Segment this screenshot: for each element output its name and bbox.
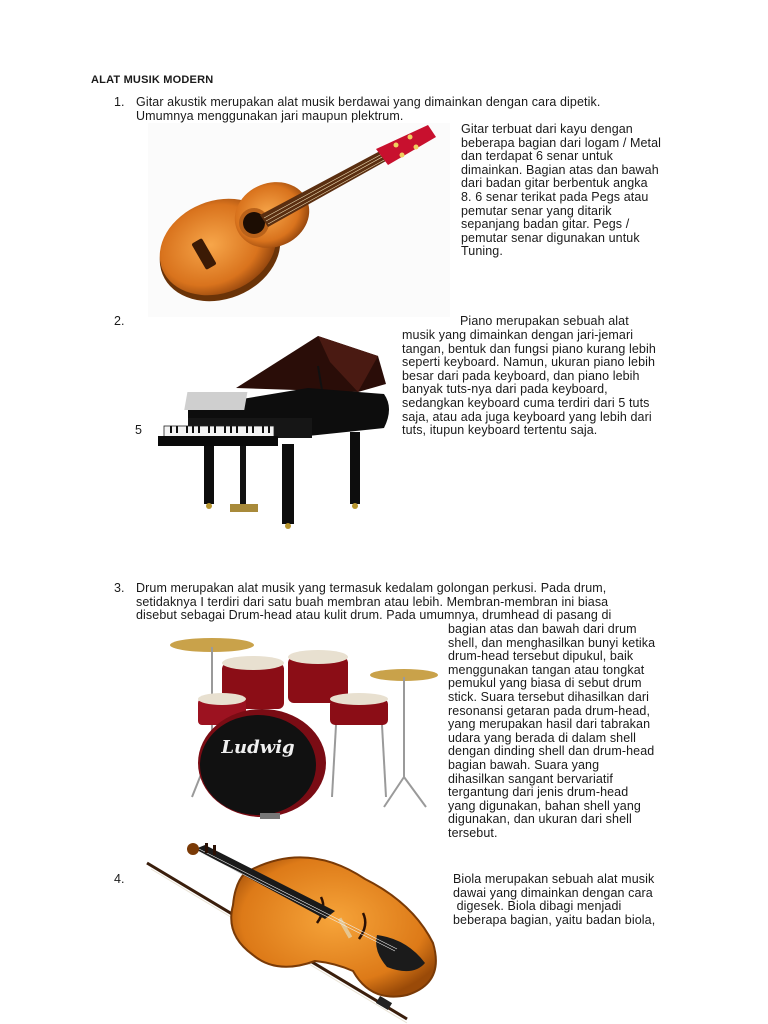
text-line: Gitar akustik merupakan alat musik berdawai yang dimainkan dengan cara dipetik.: [136, 95, 601, 109]
guitar-description: [461, 123, 701, 259]
item-number: 4.: [114, 872, 125, 886]
text-line: Gitar terbuat dari kayu dengan: [461, 122, 633, 136]
acoustic-guitar-icon: [148, 123, 450, 317]
text-line: shell, dan menghasilkan bunyi ketika: [448, 635, 656, 650]
text-line: tangan, bentuk dan fungsi piano kurang lebih: [402, 341, 656, 356]
text-line: besar dari pada keyboard, dan piano lebih: [402, 368, 640, 383]
text-line: stick. Suara tersebut dihasilkan dari: [448, 689, 650, 704]
text-line: Biola merupakan sebuah alat musik: [453, 872, 655, 886]
text-line: tergantung dari jenis drum-head: [448, 785, 629, 800]
text-line: tuts, itupun keyboard tertentu saja.: [402, 423, 598, 438]
text-line: beberapa bagian, yaitu badan biola,: [453, 912, 656, 927]
text-line: dihasilkan sangant bervariatif: [448, 771, 613, 786]
text-line: dimainkan. Bagian atas dan bawah: [461, 162, 659, 177]
text-line: drum-head tersebut dipukul, baik: [448, 649, 634, 664]
grand-piano-icon: [158, 332, 398, 536]
page-title: ALAT MUSIK MODERN: [91, 74, 214, 86]
piano-desc-first: Piano merupakan sebuah alat: [460, 314, 629, 328]
text-line: yang merupakan hasil dari tabrakan: [448, 717, 651, 732]
drum-brand: Ludwig: [221, 737, 295, 758]
text-line: musik yang dimainkan dengan jari-jemari: [402, 328, 634, 342]
text-line: dengan dinding shell dan drum-head: [448, 744, 655, 759]
item-number: 3.: [114, 581, 125, 595]
drum-image: [164, 627, 440, 829]
text-line: udara yang berada di dalam shell: [448, 730, 637, 745]
piano-description: [402, 329, 702, 438]
text-line: yang digunakan, bahan shell yang: [448, 798, 641, 813]
violin-icon: [145, 843, 443, 1024]
text-line: bagian atas dan bawah dari drum: [448, 622, 637, 636]
text-line: 8. 6 senar terikat pada Pegs atau: [461, 189, 649, 204]
text-line: dari badan gitar berbentuk angka: [461, 176, 648, 191]
text-line: dan terdapat 6 senar untuk: [461, 149, 614, 164]
text-line: beberapa bagian dari logam / Metal: [461, 135, 662, 150]
violin-image: [145, 843, 443, 1024]
text-line: Drum merupakan alat musik yang termasuk kedalam golongan perkusi. Pada drum,: [136, 581, 607, 595]
text-line: pemukul yang biasa di sebut drum: [448, 676, 642, 691]
text-line: disebut sebagai Drum-head atau kulit drum. Pada umumnya, drumhead di pasang di: [136, 608, 612, 623]
item-number: 2.: [114, 314, 125, 328]
text-line: Umumnya menggunakan jari maupun plektrum.: [136, 108, 404, 123]
stray-mark: 5: [135, 423, 143, 437]
text-line: tersebut.: [448, 825, 498, 840]
guitar-intro: [136, 96, 696, 123]
text-line: bagian bawah. Suara yang: [448, 757, 600, 772]
text-line: setidaknya I terdiri dari satu buah membran atau lebih. Membran-membran ini biasa: [136, 594, 609, 609]
text-line: saja, atau ada juga keyboard yang lebih dari: [402, 409, 652, 424]
text-line: sepanjang badan gitar. Pegs /: [461, 217, 630, 232]
text-line: resonansi getaran pada drum-head,: [448, 703, 651, 718]
text-line: Tuning.: [461, 244, 503, 259]
drum-intro: [136, 582, 716, 623]
drum-description: [448, 623, 708, 841]
text-line: banyak tuts-nya dari pada keyboard,: [402, 382, 608, 397]
text-line: seperti keyboard. Namun, ukuran piano lebih: [402, 355, 656, 370]
text-line: digesek. Biola dibagi menjadi: [453, 899, 622, 914]
text-line: pemutar senar digunakan untuk: [461, 230, 640, 245]
text-line: digunakan, dan ukuran dari shell: [448, 812, 632, 827]
item-number: 1.: [114, 95, 125, 109]
drum-kit-icon: [164, 627, 440, 829]
text-line: sedangkan keyboard cuma terdiri dari 5 tuts: [402, 395, 650, 410]
violin-description: [453, 873, 713, 927]
piano-image: [158, 332, 398, 536]
guitar-image: [148, 123, 450, 317]
text-line: dawai yang dimainkan dengan cara: [453, 885, 653, 900]
text-line: menggunakan tangan atau tongkat: [448, 662, 645, 677]
text-line: pemutar senar yang ditarik: [461, 203, 612, 218]
